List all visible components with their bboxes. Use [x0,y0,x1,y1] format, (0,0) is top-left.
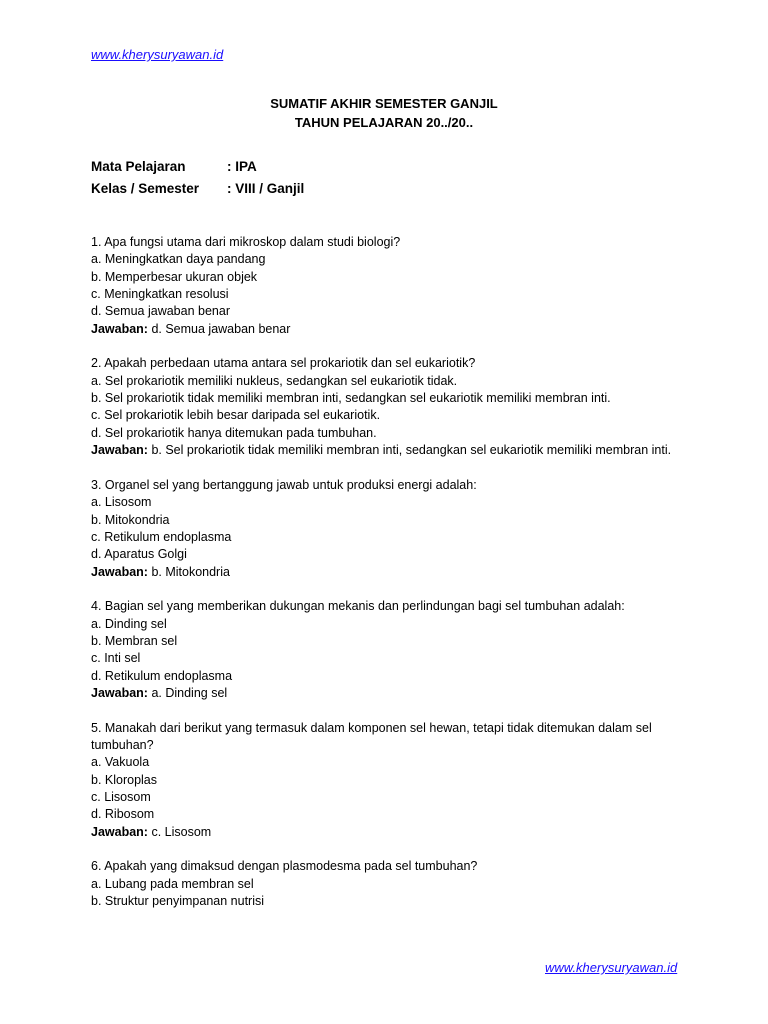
answer-text: c. Lisosom [147,824,212,839]
answer-option: c. Retikulum endoplasma [91,529,232,544]
answer-option: a. Sel prokariotik memiliki nukleus, sedangkan sel eukariotik tidak. [91,373,458,388]
footer-website-link[interactable]: www.kherysuryawan.id [545,960,678,975]
question-item [91,858,681,910]
answer-option: d. Ribosom [91,807,155,822]
answer-option: c. Sel prokariotik lebih besar daripada sel eukariotik. [91,408,381,423]
answer-option: d. Aparatus Golgi [91,547,187,562]
answer-option: b. Struktur penyimpanan nutrisi [91,894,265,909]
answer-label: Jawaban: [91,321,148,336]
header-website-link[interactable]: www.kherysuryawan.id [91,47,224,62]
answer-option: a. Lisosom [91,495,152,510]
meta-value: : VIII / Ganjil [227,181,305,196]
answer-label: Jawaban: [91,824,148,839]
meta-value: : IPA [227,159,257,174]
question-item [91,720,681,841]
meta-key: Mata Pelajaran [91,159,186,174]
question-list [91,234,681,928]
answer-key [91,321,681,338]
answer-key [91,824,681,841]
answer-option: a. Dinding sel [91,616,167,631]
question-text: 2. Apakah perbedaan utama antara sel prokariotik dan sel eukariotik? [91,356,476,371]
meta-row-class [91,178,304,200]
answer-option: a. Vakuola [91,755,150,770]
answer-option: d. Retikulum endoplasma [91,668,233,683]
question-item [91,598,681,702]
answer-option: b. Mitokondria [91,512,170,527]
answer-key [91,685,681,702]
title-line-1: SUMATIF AKHIR SEMESTER GANJIL [270,96,498,111]
question-item [91,234,681,338]
question-text: 5. Manakah dari berikut yang termasuk dalam komponen sel hewan, tetapi tidak ditemukan dalam sel tumbuhan? [91,720,652,752]
answer-option: d. Sel prokariotik hanya ditemukan pada tumbuhan. [91,425,377,440]
answer-label: Jawaban: [91,443,148,458]
answer-option: b. Membran sel [91,633,178,648]
question-item [91,477,681,581]
answer-key [91,564,681,581]
question-text: 3. Organel sel yang bertanggung jawab untuk produksi energi adalah: [91,477,477,492]
answer-option: c. Inti sel [91,651,141,666]
answer-option: b. Sel prokariotik tidak memiliki membran inti, sedangkan sel eukariotik memiliki membran inti. [91,391,611,406]
meta-row-subject [91,156,304,178]
answer-option: c. Lisosom [91,790,151,804]
answer-option: a. Lubang pada membran sel [91,876,254,891]
question-text: 6. Apakah yang dimaksud dengan plasmodesma pada sel tumbuhan? [91,859,478,874]
answer-text: a. Dinding sel [147,685,228,700]
answer-option: b. Memperbesar ukuran objek [91,269,258,284]
answer-option: d. Semua jawaban benar [91,304,230,319]
answer-option: b. Kloroplas [91,772,158,787]
answer-option: c. Meningkatkan resolusi [91,287,229,302]
document-meta [91,156,304,200]
answer-text: b. Mitokondria [147,564,230,579]
meta-key: Kelas / Semester [91,181,200,196]
answer-option: a. Meningkatkan daya pandang [91,252,266,267]
answer-label: Jawaban: [91,685,148,700]
question-text: 4. Bagian sel yang memberikan dukungan mekanis dan perlindungan bagi sel tumbuhan adalah: [91,599,625,614]
document-title [0,94,768,132]
answer-text: b. Sel prokariotik tidak memiliki membran inti, sedangkan sel eukariotik memiliki membran inti. [147,443,672,458]
answer-text: d. Semua jawaban benar [147,321,291,336]
question-text: 1. Apa fungsi utama dari mikroskop dalam studi biologi? [91,235,401,249]
answer-label: Jawaban: [91,564,148,579]
question-item [91,355,681,459]
answer-key [91,442,681,459]
title-line-2: TAHUN PELAJARAN 20../20.. [294,115,474,130]
